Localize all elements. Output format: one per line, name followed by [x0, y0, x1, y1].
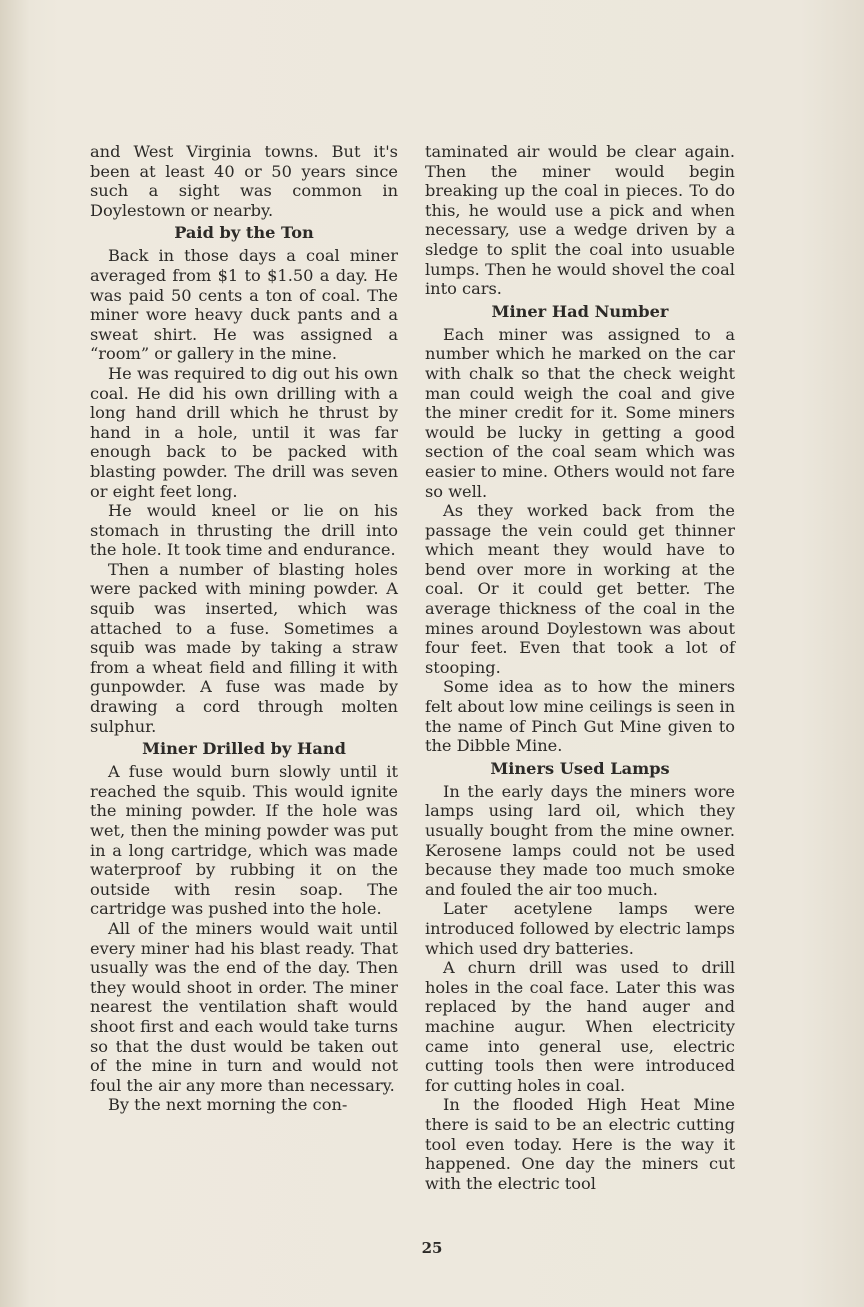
- paragraph: Then a number of blasting holes were packed with mining powder. A squib was inserted, which was attached to a fuse. Sometimes a squib was made by taking a straw from a wheat field and filling it with gunpowder. A fuse was made by drawing a cord through molten sulphur.: [90, 559, 398, 736]
- section-heading-miners-used-lamps: Miners Used Lamps: [490, 758, 670, 778]
- page-number: 25: [421, 1239, 443, 1257]
- paragraph: In the flooded High Heat Mine there is said to be an electric cutting tool even today. Here is the way it happened. One day the miners cut with the electric tool: [425, 1095, 735, 1193]
- left-column: [90, 142, 398, 1115]
- paragraph: He was required to dig out his own coal. He did his own drilling with a long hand drill which he thrust by hand in a hole, until it was far enough back to be packed with blasting powder. The drill was seven or eight feet long.: [90, 363, 398, 501]
- right-column: [425, 142, 735, 1193]
- paragraph: He would kneel or lie on his stomach in thrusting the drill into the hole. It took time and endurance.: [90, 501, 398, 560]
- paragraph: All of the miners would wait until every miner had his blast ready. That usually was the end of the day. Then they would shoot in order. The miner nearest the ventilation shaft would shoot first and each would take turns so that the dust would be taken out of the mine in turn and would not foul the air any more than necessary.: [90, 918, 398, 1095]
- paragraph: As they worked back from the passage the vein could get thinner which meant they would have to bend over more in working at the coal. Or it could get better. The average thickness of the coal in the mines around Doylestown was about four feet. Even that took a lot of stooping.: [425, 501, 735, 677]
- section-heading-miner-had-number: Miner Had Number: [491, 301, 669, 321]
- paragraph: By the next morning the con-: [108, 1095, 348, 1115]
- section-heading-paid-by-the-ton: Paid by the Ton: [174, 223, 314, 243]
- paragraph: A churn drill was used to drill holes in the coal face. Later this was replaced by the hand auger and machine augur. When electricity came into general use, electric cutting tools then were introduced for cutting holes in coal.: [425, 958, 735, 1095]
- paragraph: Back in those days a coal miner averaged from $1 to $1.50 a day. He was paid 50 cents a ton of coal. The miner wore heavy duck pants and a sweat shirt. He was assigned a “room” or gallery in the mine.: [90, 246, 398, 364]
- paragraph: Some idea as to how the miners felt about low mine ceilings is seen in the name of Pinch Gut Mine given to the Dibble Mine.: [425, 677, 735, 756]
- paragraph: In the early days the miners wore lamps using lard oil, which they usually bought from the mine owner. Kerosene lamps could not be used because they made too much smoke and fouled the air too much.: [425, 781, 735, 899]
- paragraph: Later acetylene lamps were introduced followed by electric lamps which used dry batteries.: [425, 899, 735, 958]
- paragraph: A fuse would burn slowly until it reached the squib. This would ignite the mining powder. If the hole was wet, then the mining powder was put in a long cartridge, which was made waterproof by rubbing it on the outside with resin soap. The cartridge was pushed into the hole.: [90, 762, 398, 919]
- paragraph: taminated air would be clear again. Then the miner would begin breaking up the coal in pieces. To do this, he would use a pick and when necessary, use a wedge driven by a sledge to split the coal into usuable lumps. Then he would shovel the coal into cars.: [425, 142, 735, 299]
- section-heading-miner-drilled-by-hand: Miner Drilled by Hand: [142, 739, 346, 759]
- paragraph: and West Virginia towns. But it's been at least 40 or 50 years since such a sight was common in Doylestown or nearby.: [90, 142, 398, 220]
- paragraph: Each miner was assigned to a number which he marked on the car with chalk so that the check weight man could weigh the coal and give the miner credit for it. Some miners would be lucky in getting a good section of the coal seam which was easier to mine. Others would not fare so well.: [425, 324, 735, 501]
